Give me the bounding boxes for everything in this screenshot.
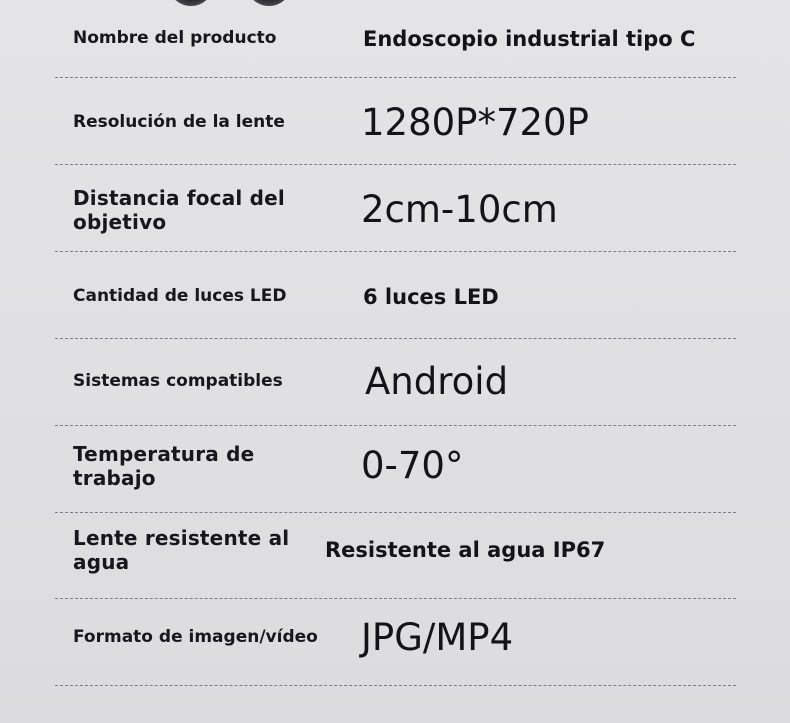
spec-row-focal-distance <box>55 166 736 253</box>
spec-label: Nombre del producto <box>73 28 277 49</box>
spec-value: JPG/MP4 <box>361 616 514 659</box>
spec-row-compatible-systems <box>55 338 736 425</box>
row-divider <box>55 685 736 686</box>
spec-value: Android <box>365 360 509 403</box>
spec-row-working-temperature <box>55 422 736 509</box>
spec-value: 2cm-10cm <box>361 188 558 231</box>
spec-row-product-name <box>55 0 736 82</box>
spec-label: Distancia focal del objetivo <box>73 185 285 234</box>
row-divider <box>55 164 736 165</box>
spec-value: 1280P*720P <box>361 101 589 144</box>
spec-label: Cantidad de luces LED <box>73 286 287 307</box>
spec-row-waterproof-lens <box>55 506 736 593</box>
row-divider <box>55 77 736 78</box>
spec-row-resolution <box>55 79 736 166</box>
spec-value: 0-70° <box>361 444 464 487</box>
spec-row-led-count <box>55 253 736 340</box>
spec-label: Temperatura de trabajo <box>73 441 255 490</box>
spec-value: 6 luces LED <box>363 284 499 309</box>
spec-value: Endoscopio industrial tipo C <box>363 26 696 51</box>
spec-value: Resistente al agua IP67 <box>325 537 606 562</box>
spec-label: Sistemas compatibles <box>73 371 283 392</box>
spec-label: Lente resistente al agua <box>73 525 290 574</box>
row-divider <box>55 251 736 252</box>
spec-row-media-format <box>55 594 736 681</box>
spec-label: Formato de imagen/vídeo <box>73 627 318 648</box>
spec-label: Resolución de la lente <box>73 112 285 133</box>
